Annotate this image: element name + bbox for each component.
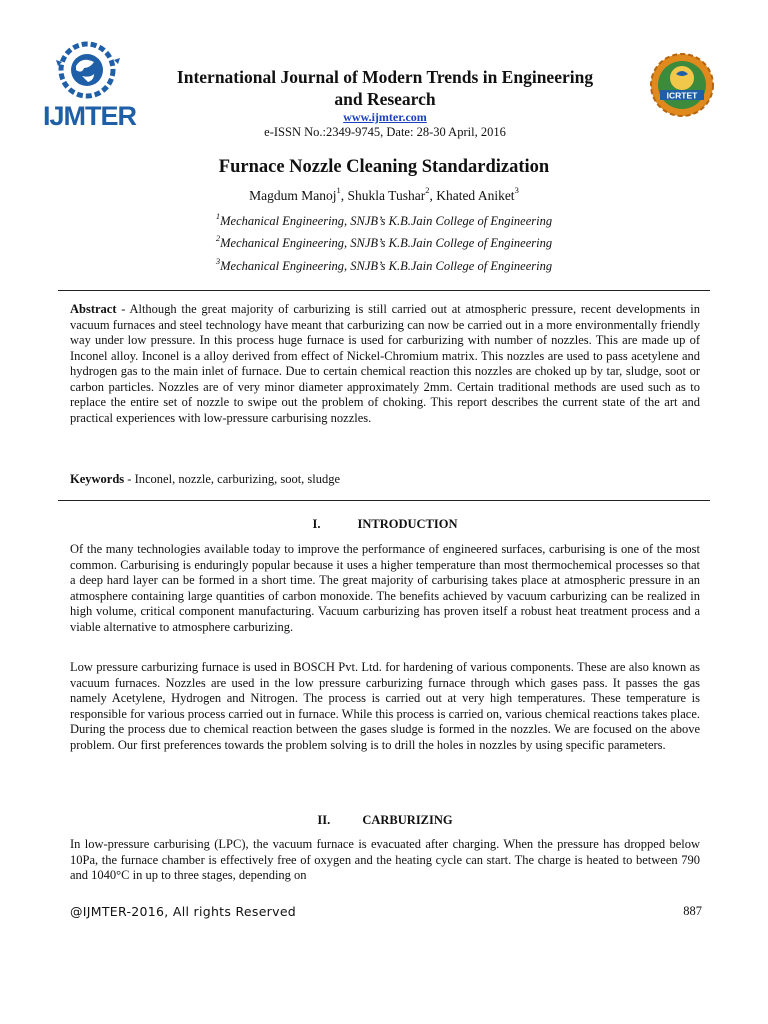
keywords-label: Keywords: [70, 472, 125, 486]
intro-paragraph-2: Low pressure carburizing furnace is used in BOSCH Pvt. Ltd. for hardening of various components. These are also known as vacuum furnaces. Nozzles are used in the low pressure carburizing furnace through which gases pass. It passes the gas namely Acetylene, Hydrogen and Nitrogen. The process is carried out at very high temperatures. These temperature is responsible for various process carried out in furnace. While this process is carried on, various chemical reactions takes place. During the process due to chemical reaction between the gases sludge is formed in the nozzles. We are focused on the above problem. Our first preferences towards the problem solving is to drill the holes in nozzles by using specific parameters.: [70, 660, 700, 752]
author-list: [60, 185, 708, 204]
journal-url-link[interactable]: www.ijmter.com: [343, 110, 427, 124]
affiliation-2: [60, 233, 708, 251]
abstract-label: Abstract: [70, 302, 117, 316]
author-name: Magdum Manoj: [249, 188, 337, 203]
section-title: INTRODUCTION: [357, 517, 458, 531]
abstract-text: - Although the great majority of carburizing is still carried out at atmospheric pressure, recent developments in vacuum furnaces and steel technology have meant that carburizing can now be carried out in a more environmentally friendly way under low pressure. In this process huge furnace is used for carburizing with number of nozzles. This are made up of Inconel alloy. Inconel is a alloy derived from effect of Nickel-Chromium matrix. This nozzles are used to pass acetylene and hydrogen gas to the main inlet of furnace. Due to certain chemical reaction this nozzles are choked up by tar, sludge, soot or carbon particles. Nozzles are of very minor diameter approximately 2mm. Certain traditional methods are used such as to replace the entire set of nozzle to swipe out the problem of choking. This report describes the current state of the art and practical experiences with low-pressure carburising nozzles.: [70, 302, 700, 425]
section-number: I.: [312, 517, 321, 531]
journal-title-line1: International Journal of Modern Trends in Engineering: [176, 67, 594, 87]
author-sup: 1: [336, 185, 341, 195]
ijmter-globe-icon: [40, 30, 138, 130]
page-number: 887: [683, 904, 702, 918]
author-name: Khated Aniket: [436, 188, 515, 203]
affiliation-sup: 1: [215, 211, 221, 221]
section-number: II.: [317, 813, 331, 827]
icrtet-logo-text: ICRTET: [666, 90, 698, 101]
keywords: [70, 472, 700, 488]
icrtet-gear-icon: [646, 50, 718, 120]
paper-title: Furnace Nozzle Cleaning Standardization: [218, 157, 550, 177]
affiliation-text: Mechanical Engineering, SNJB’s K.B.Jain College of Engineering: [220, 214, 553, 228]
author-sep: ,: [429, 188, 437, 203]
section-heading-introduction: [70, 517, 700, 532]
author-sup: 2: [425, 185, 430, 195]
author-sup: 3: [514, 185, 519, 195]
icrtet-logo: [646, 50, 718, 120]
intro-paragraph-1: Of the many technologies available today to improve the performance of engineered surfaces, carburising is one of the most common. Carburising is enduringly popular because it uses a higher temperature than most thermochemical processes so that a deep hard layer can be formed in a short time. The great majority of carburising takes place at atmospheric pressure in an atmosphere containing large quantities of carbon monoxide. The benefits achieved by vacuum carburizing can be realized in high volume, critical component manufacturing. Vacuum carburizing has proven itself a robust heat treatment process and a viable alternative to atmosphere carburizing.: [70, 542, 700, 634]
keywords-text: - Inconel, nozzle, carburizing, soot, sludge: [124, 472, 341, 486]
author-sep: ,: [340, 188, 348, 203]
divider-top: [58, 290, 710, 291]
affiliation-text: Mechanical Engineering, SNJB’s K.B.Jain College of Engineering: [220, 259, 553, 273]
section-heading-carburizing: [70, 813, 700, 828]
journal-title-line2: and Research: [334, 89, 436, 109]
ijmter-logo-text: IJMTER: [43, 101, 137, 130]
footer-copyright: @IJMTER-2016, All rights Reserved: [70, 904, 297, 919]
issn-date: e-ISSN No.:2349-9745, Date: 28-30 April, 2016: [264, 125, 506, 139]
divider-bottom: [58, 500, 710, 501]
carburizing-paragraph-1: In low-pressure carburising (LPC), the vacuum furnace is evacuated after charging. When the pressure has dropped below 10Pa, the furnace chamber is effectively free of oxygen and the heating cycle can start. The charge is heated to between 790 and 1040°C in up to three stages, depending on: [70, 837, 700, 882]
ijmter-logo: [40, 30, 138, 130]
affiliation-sup: 2: [215, 233, 221, 243]
affiliation-1: [60, 211, 708, 229]
affiliation-text: Mechanical Engineering, SNJB’s K.B.Jain College of Engineering: [220, 236, 553, 250]
affiliation-3: [60, 256, 708, 274]
affiliation-sup: 3: [215, 256, 221, 266]
section-title: CARBURIZING: [362, 813, 453, 827]
author-name: Shukla Tushar: [347, 188, 426, 203]
abstract: [70, 302, 700, 426]
